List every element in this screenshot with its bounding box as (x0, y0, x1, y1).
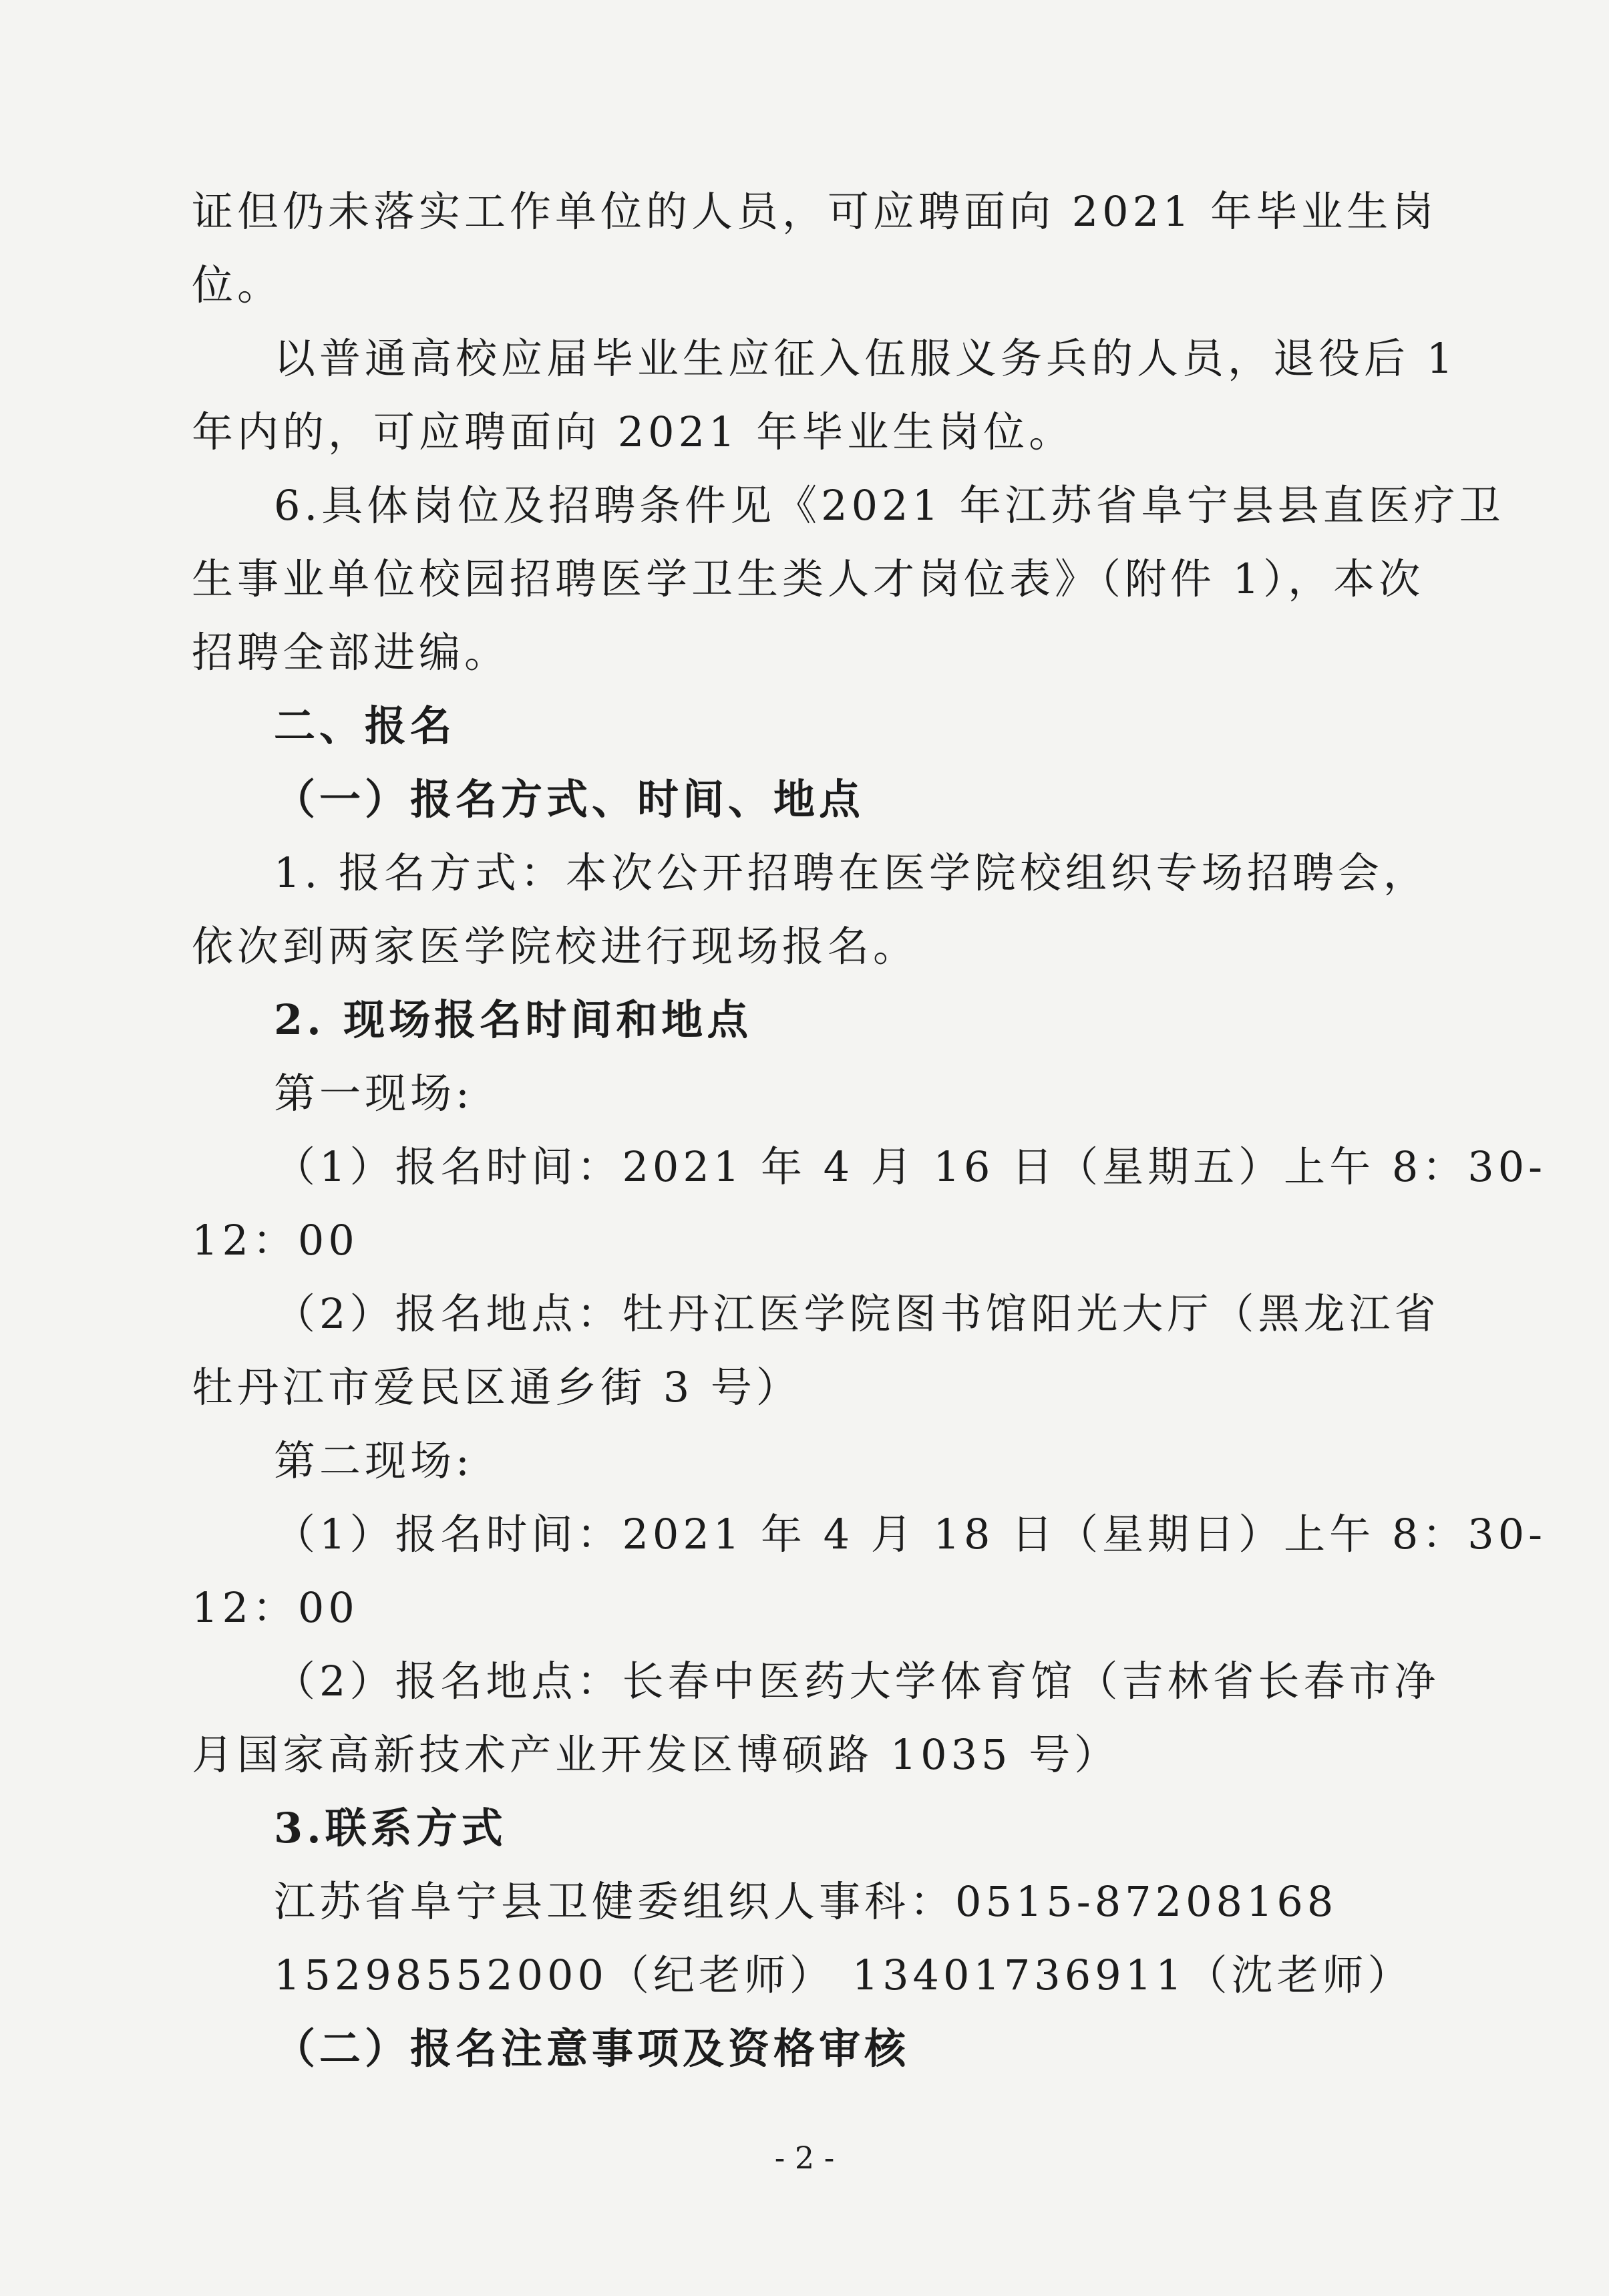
body-line-17: 牡丹江市爱民区通乡街 3 号） (192, 1363, 801, 1412)
body-line-14: （1）报名时间：2021 年 4 月 16 日（星期五）上午 8：30- (274, 1142, 1547, 1191)
body-line-11: 依次到两家医学院校进行现场报名。 (192, 922, 919, 971)
body-line-4: 年内的，可应聘面向 2021 年毕业生岗位。 (192, 407, 1075, 456)
section-heading-registration: 二、报名 (274, 701, 456, 750)
body-line-20: 12：00 (192, 1583, 359, 1632)
body-line-2: 位。 (192, 261, 283, 309)
body-line-22: 月国家高新技术产业开发区博硕路 1035 号） (192, 1730, 1120, 1779)
page-number: - 2 - (774, 2140, 835, 2176)
body-line-1: 证但仍未落实工作单位的人员，可应聘面向 2021 年毕业生岗 (192, 187, 1438, 236)
item-heading-contact: 3.联系方式 (274, 1804, 507, 1852)
body-line-3: 以普通高校应届毕业生应征入伍服义务兵的人员，退役后 1 (274, 334, 1457, 383)
body-line-24: 江苏省阜宁县卫健委组织人事科：0515-87208168 (274, 1877, 1338, 1926)
body-line-15: 12：00 (192, 1216, 359, 1265)
item-heading-onsite-registration: 2. 现场报名时间和地点 (274, 995, 753, 1044)
body-line-21: （2）报名地点：长春中医药大学体育馆（吉林省长春市净 (274, 1657, 1440, 1705)
body-line-16: （2）报名地点：牡丹江医学院图书馆阳光大厅（黑龙江省 (274, 1289, 1440, 1338)
body-line-7: 招聘全部进编。 (192, 628, 510, 677)
body-line-19: （1）报名时间：2021 年 4 月 18 日（星期日）上午 8：30- (274, 1510, 1547, 1559)
body-line-13: 第一现场: (274, 1069, 474, 1118)
subsection-heading-notes-review: （二）报名注意事项及资格审核 (274, 2024, 910, 2073)
body-line-5: 6.具体岗位及招聘条件见《2021 年江苏省阜宁县县直医疗卫 (274, 481, 1505, 530)
body-line-25: 15298552000（纪老师） 13401736911（沈老师） (274, 1951, 1413, 1999)
subsection-heading-method-time-place: （一）报名方式、时间、地点 (274, 775, 865, 824)
body-line-6: 生事业单位校园招聘医学卫生类人才岗位表》（附件 1），本次 (192, 554, 1425, 603)
body-line-18: 第二现场: (274, 1436, 474, 1485)
body-line-10: 1. 报名方式：本次公开招聘在医学院校组织专场招聘会， (274, 848, 1429, 897)
